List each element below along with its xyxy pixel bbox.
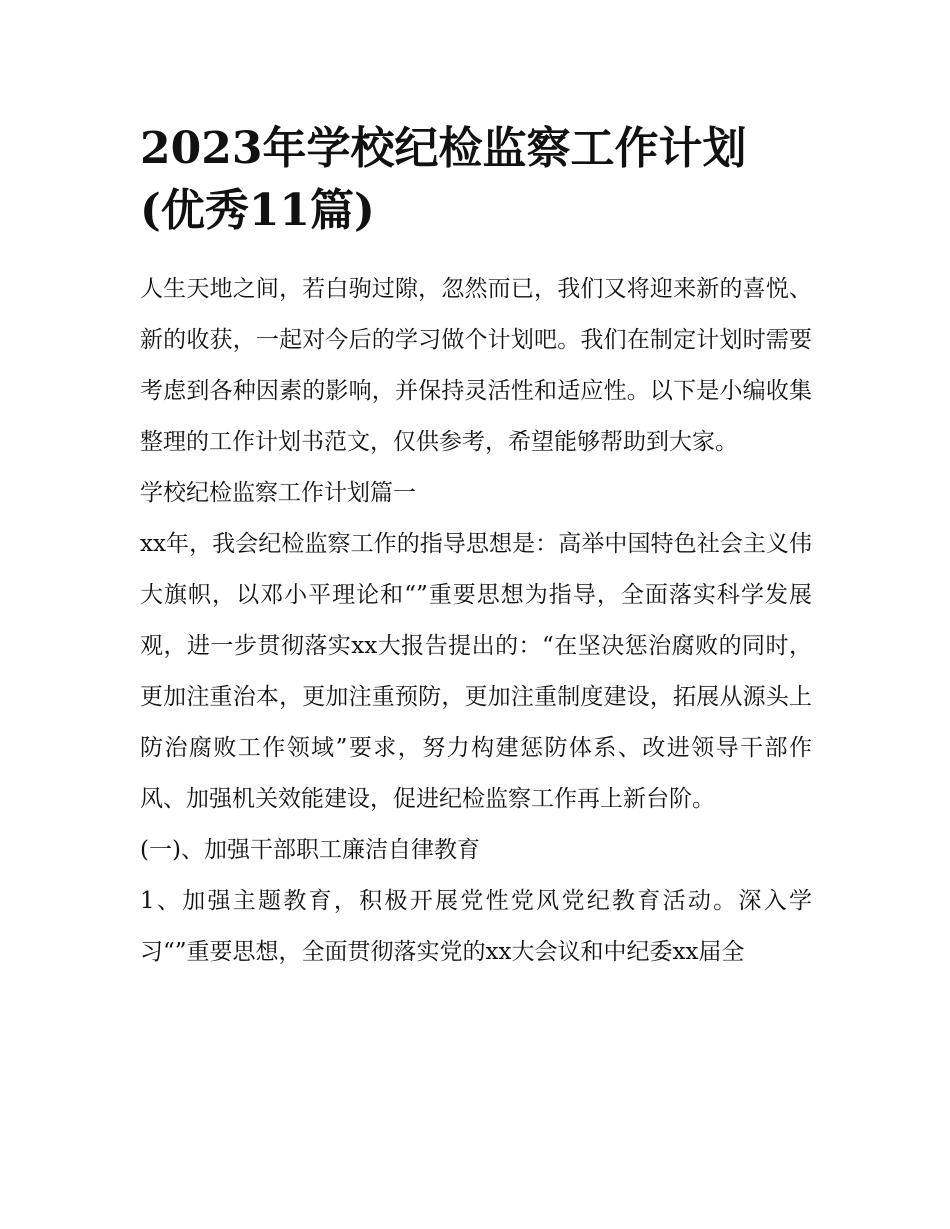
subsection-heading-1: (一)、加强干部职工廉洁自律教育 [140, 837, 480, 863]
item-1-paragraph: 1、加强主题教育，积极开展党性党风党纪教育活动。深入学习“”重要思想，全面贯彻落实党的xx大会议和中纪委xx届全 [140, 888, 812, 965]
document-title [140, 118, 812, 242]
title-line-1: 2023年学校纪检监察工作计划 [140, 123, 747, 174]
guiding-ideology-paragraph: xx年，我会纪检监察工作的指导思想是：高举中国特色社会主义伟大旗帜，以邓小平理论和“”重要思想为指导，全面落实科学发展观，进一步贯彻落实xx大报告提出的：“在坚决惩治腐败的同时，更加注重治本，更加注重预防，更加注重制度建设，拓展从源头上防治腐败工作领域”要求，努力构建惩防体系、改进领导干部作风、加强机关效能建设，促进纪检监察工作再上新台阶。 [140, 531, 812, 812]
intro-paragraph: 人生天地之间，若白驹过隙，忽然而已，我们又将迎来新的喜悦、新的收获，一起对今后的学习做个计划吧。我们在制定计划时需要考虑到各种因素的影响，并保持灵活性和适应性。以下是小编收集整理的工作计划书范文，仅供参考，希望能够帮助到大家。 [140, 276, 812, 455]
title-line-2: (优秀11篇) [140, 185, 375, 236]
section-heading-1: 学校纪检监察工作计划篇一 [140, 480, 416, 506]
document-body [140, 118, 812, 978]
